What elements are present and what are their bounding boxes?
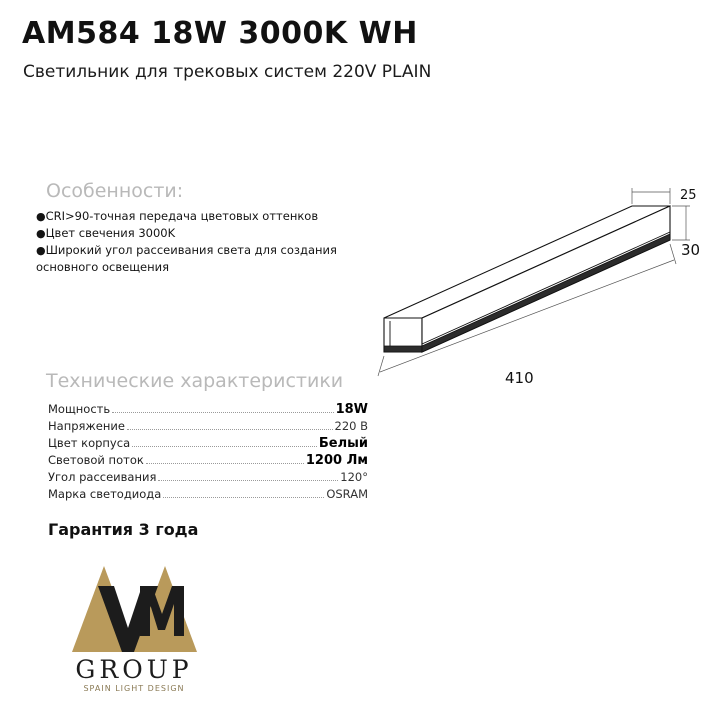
dimension-height: 30 [681,241,701,259]
spec-value: 1200 Лм [305,453,368,468]
feature-item [36,242,366,276]
spec-value: OSRAM [326,487,368,501]
spec-row [48,487,368,504]
page-subtitle: Светильник для трековых систем 220V PLAIN [23,62,432,82]
brand-logo [62,556,207,696]
spec-row [48,436,368,453]
spec-value: 120° [340,470,368,484]
bullet-icon: ● [36,210,46,223]
specs-heading: Технические характеристики [46,370,344,392]
spec-row [48,453,368,470]
spec-dot-leader [132,439,317,447]
features-heading: Особенности: [46,180,184,202]
specs-table [48,402,368,504]
brand-logo-svg [62,556,207,696]
features-list [36,208,366,276]
lens-strip [384,346,422,352]
feature-text: Цвет свечения 3000K [45,226,176,240]
bullet-icon: ● [36,244,46,257]
spec-label: Мощность [48,402,111,416]
spec-value: 18W [335,402,368,417]
spec-dot-leader [146,456,304,464]
feature-text: Широкий угол рассеивания света для создания основного освещения [36,243,337,274]
spec-dot-leader [127,422,333,430]
logo-tagline: SPAIN LIGHT DESIGN [83,684,185,693]
warranty-text: Гарантия 3 года [48,520,199,539]
spec-value: 220 В [334,419,368,433]
spec-row [48,402,368,419]
spec-dot-leader [163,490,324,498]
spec-label: Угол рассеивания [48,470,157,484]
logo-wordmark: GROUP [75,655,193,684]
spec-label: Марка светодиода [48,487,162,501]
page-title: AM584 18W 3000K WH [22,16,418,51]
dimension-depth: 25 [680,188,697,203]
feature-item [36,225,366,242]
spec-dot-leader [112,405,333,413]
feature-text: CRI>90-точная передача цветовых оттенков [45,209,319,223]
spec-label: Световой поток [48,453,144,467]
feature-item [36,208,366,225]
dimension-length: 410 [505,369,534,387]
bullet-icon: ● [36,227,46,240]
spec-row [48,419,368,436]
spec-label: Цвет корпуса [48,436,131,450]
spec-dot-leader [158,473,338,481]
spec-row [48,470,368,487]
spec-label: Напряжение [48,419,125,433]
spec-value: Белый [318,436,368,451]
